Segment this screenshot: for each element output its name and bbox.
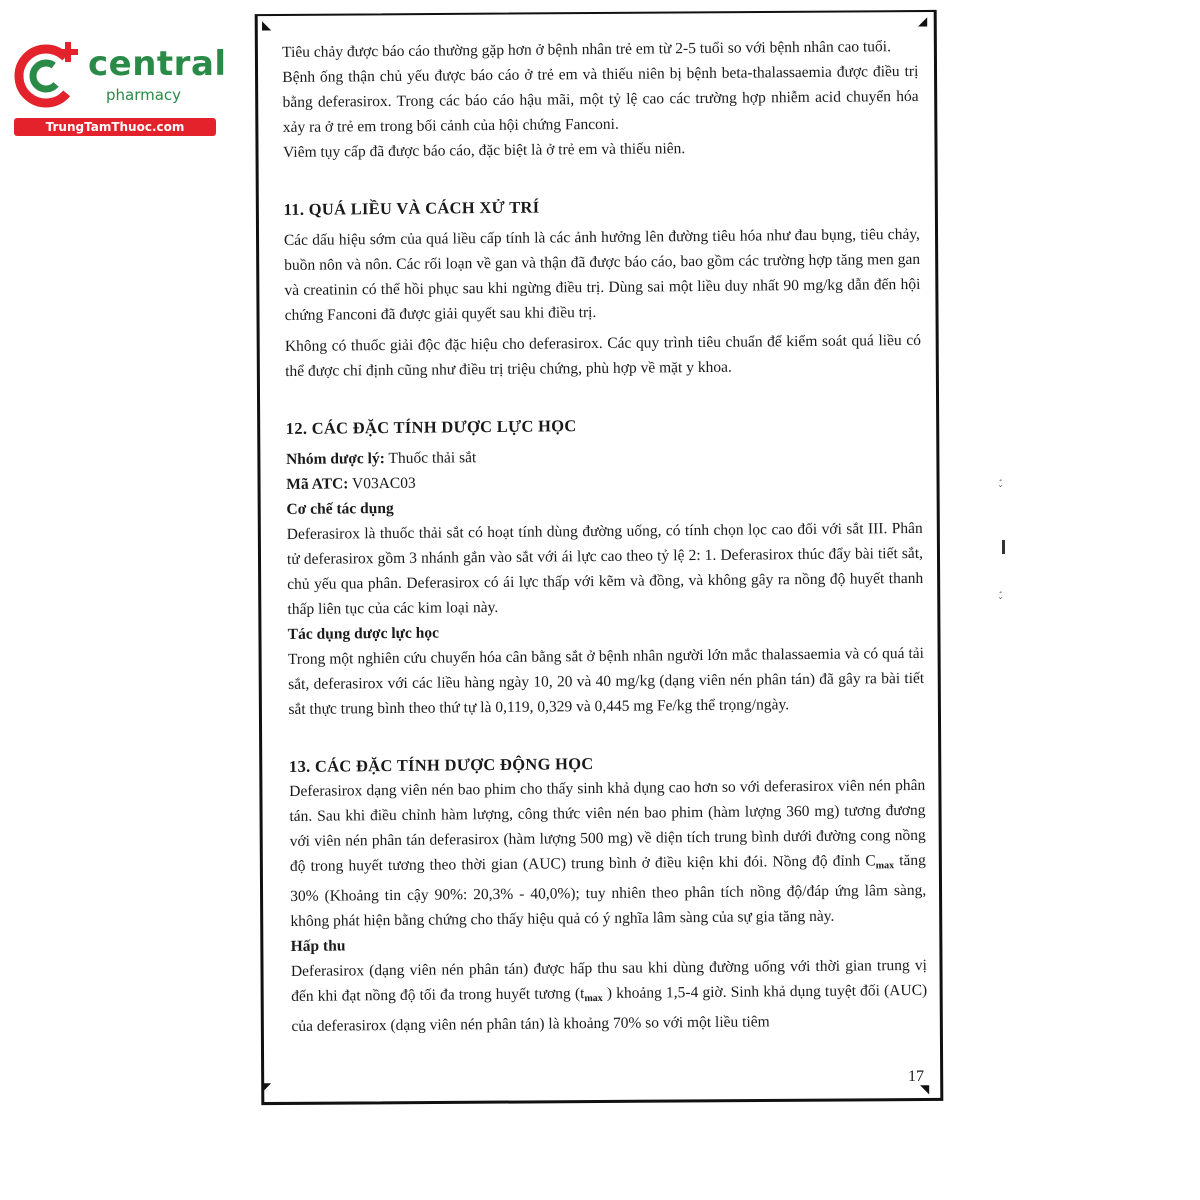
logo-brand-text: central xyxy=(88,44,227,84)
page-number: 17 xyxy=(908,1068,924,1085)
atc-code-label: Mã ATC: xyxy=(286,475,349,493)
corner-mark-top-right: ◢ xyxy=(918,14,928,28)
logo-sub-text: pharmacy xyxy=(106,86,182,104)
mechanism-title: Cơ chế tác dụng xyxy=(286,499,394,518)
pharmacodynamics-text: Trong một nghiên cứu chuyển hóa cân bằng sắt ở bệnh nhân người lớn mắc thalassaemia và có quá tải sắt, deferasirox với các liều hàng ngày 10, 20 và 40 mg/kg (dạng viên nén phân tán) đã gây ra bài tiết sắt thực trung bình theo thứ tự là 0,119, 0,329 và 0,445 mg Fe/kg thể trọng/ngày. xyxy=(287,644,925,718)
section-13-text-after: tăng 30% (Khoảng tin cậy 90%: 20,3% - 40,0%); tuy nhiên theo phân tích nồng độ/đáp ứng lâm sàng, không phát hiện bằng chứng cho thấy hiệu quả có ý nghĩa lâm sàng của sự gia tăng này. xyxy=(290,851,927,930)
pharmacologic-group-label: Nhóm dược lý: xyxy=(285,450,385,468)
document-body xyxy=(282,34,928,1039)
logo-url-banner: TrungTamThuoc.com xyxy=(14,118,216,136)
intro-paragraph-2: Bệnh ống thận chủ yếu được báo cáo ở trẻ em và thiếu niên bị bệnh beta-thalassaemia được điều trị bằng deferasirox. Trong các báo cáo hậu mãi, một tỷ lệ cao các trường hợp nhiễm acid chuyển hóa xảy ra ở trẻ em trong bối cảnh của hội chứng Fanconi. xyxy=(282,62,919,136)
absorption-text-after: ) khoảng 1,5-4 giờ. Sinh khả dụng tuyệt đối (AUC) của deferasirox (dạng viên nén phân tán) là khoảng 70% so với một liều tiêm xyxy=(291,981,928,1035)
cmax-subscript: max xyxy=(875,860,895,872)
section-13-paragraph-1 xyxy=(289,773,926,934)
corner-mark-top-left: ◣ xyxy=(262,18,272,32)
watermark-logo xyxy=(10,38,227,138)
section-11-paragraph-2: Không có thuốc giải độc đặc hiệu cho deferasirox. Các quy trình tiêu chuẩn để kiểm soát quá liều có thể được chỉ định cũng như điều trị triệu chứng, phù hợp về mặt y khoa. xyxy=(284,331,921,380)
atc-code-value: V03AC03 xyxy=(348,474,416,493)
corner-mark-bottom-left: ◤ xyxy=(262,1080,272,1094)
absorption-text-before: Deferasirox (dạng viên nén phân tán) được hấp thu sau khi dùng đường uống với thời gian trung vị đến khi đạt nồng độ tối đa trong huyết tương (t xyxy=(290,956,927,1005)
corner-mark-bottom-right: ◥ xyxy=(920,1082,930,1096)
section-13-text-before: Deferasirox dạng viên nén bao phim cho thấy sinh khả dụng cao hơn so với deferasirox viên nén phân tán. Sau khi điều chỉnh hàm lượng, công thức viên nén bao phim (hàm lượng 360 mg) tương đương với viên nén phân tán deferasirox (hàm lượng 500 mg) về diện tích trung bình dưới đường cong nồng độ trong huyết tương theo thời gian (AUC) trung bình ở điều kiện khi đói. Nồng độ đỉnh C xyxy=(289,776,926,875)
pharmacodynamics-title: Tác dụng dược lực học xyxy=(287,624,439,643)
absorption-text xyxy=(291,953,928,1039)
section-12-title: 12. CÁC ĐẶC TÍNH DƯỢC LỰC HỌC xyxy=(285,416,577,438)
absorption-title: Hấp thu xyxy=(290,937,346,955)
section-11-title: 11. QUÁ LIỀU VÀ CÁCH XỬ TRÍ xyxy=(283,197,540,219)
central-pharmacy-logo-icon xyxy=(10,38,90,116)
scan-specks: ¸ ˇ ¸ ˇ xyxy=(998,471,1003,608)
section-13-title: 13. CÁC ĐẶC TÍNH DƯỢC ĐỘNG HỌC xyxy=(288,754,594,776)
mechanism-text: Deferasirox là thuốc thải sắt có hoạt tính dùng đường uống, có tính chọn lọc cao đối với sắt III. Phân tử deferasirox gồm 3 nhánh gắn vào sắt với ái lực cao theo tỷ lệ 2: 1. Deferasirox thúc đẩy bài tiết sắt, chủ yếu qua phân. Deferasirox có ái lực thấp với kẽm và đồng, và không gây ra nồng độ huyết thanh thấp liên tục của các kim loại này. xyxy=(286,519,924,618)
pharmacologic-group-value: Thuốc thải sắt xyxy=(384,449,477,468)
intro-paragraph-3: Viêm tụy cấp đã được báo cáo, đặc biệt là ở trẻ em và thiếu niên. xyxy=(282,140,686,161)
intro-paragraph-1: Tiêu chảy được báo cáo thường gặp hơn ở bệnh nhân trẻ em từ 2-5 tuổi so với bệnh nhân cao tuổi. xyxy=(282,38,892,61)
section-11-paragraph-1: Các dấu hiệu sớm của quá liều cấp tính là các ảnh hưởng lên đường tiêu hóa như đau bụng, tiêu chảy, buồn nôn và nôn. Các rối loạn về gan và thận đã được báo cáo, bao gồm các trường hợp tăng men gan và creatinin có thể hồi phục sau khi ngừng điều trị. Dùng sai một liều duy nhất 90 mg/kg dẫn đến hội chứng Fanconi đã được giải quyết sau khi điều trị. xyxy=(283,225,921,324)
tmax-subscript: max xyxy=(584,992,603,1005)
